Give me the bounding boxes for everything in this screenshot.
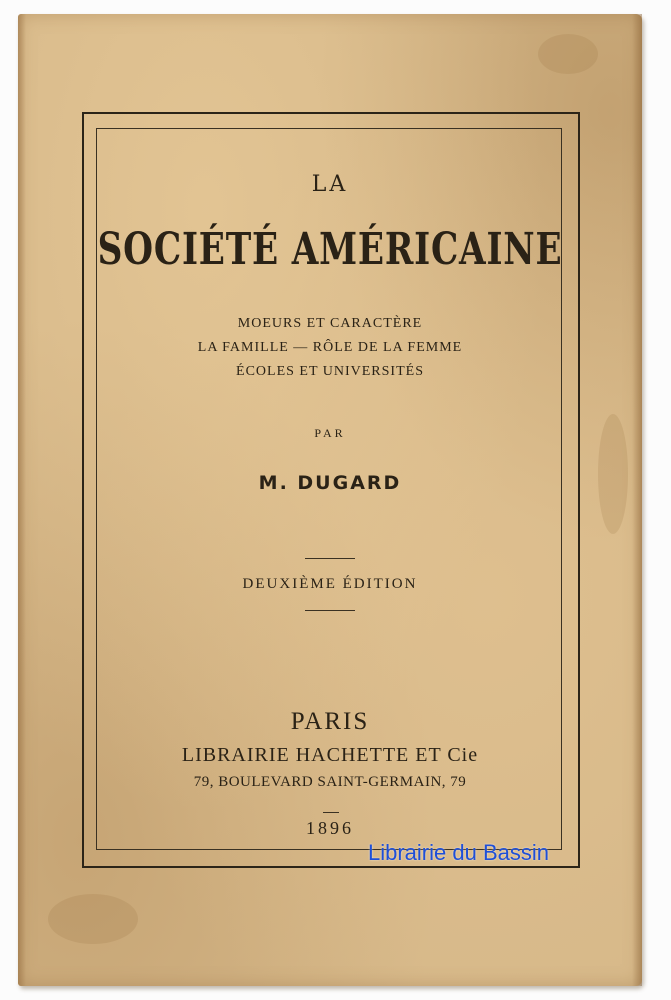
author-name: M. DUGARD	[258, 472, 402, 494]
subtitle-line-2: LA FAMILLE — RÔLE DE LA FEMME	[197, 340, 463, 355]
subtitle-line-3: ÉCOLES ET UNIVERSITÉS	[236, 364, 424, 379]
cover-right-edge	[632, 14, 642, 986]
title-article: LA	[311, 172, 349, 197]
cover-left-edge	[18, 14, 26, 986]
publisher-name: LIBRAIRIE HACHETTE ET Cie	[181, 744, 479, 766]
book-title: SOCIÉTÉ AMÉRICAINE	[97, 224, 563, 275]
watermark-text: Librairie du Bassin	[368, 840, 549, 865]
by-label: PAR	[314, 426, 346, 440]
edition-rule-top	[305, 558, 355, 559]
paper-stain	[538, 34, 598, 74]
edition-rule-bottom	[305, 610, 355, 611]
publisher-address: 79, BOULEVARD SAINT-GERMAIN, 79	[193, 774, 467, 790]
subtitle-line-1: MOEURS ET CARACTÈRE	[237, 316, 423, 331]
publication-city: PARIS	[290, 708, 370, 735]
publication-year: 1896	[306, 818, 354, 838]
paper-stain	[48, 894, 138, 944]
edition-label: DEUXIÈME ÉDITION	[242, 576, 418, 592]
date-rule	[323, 812, 339, 813]
